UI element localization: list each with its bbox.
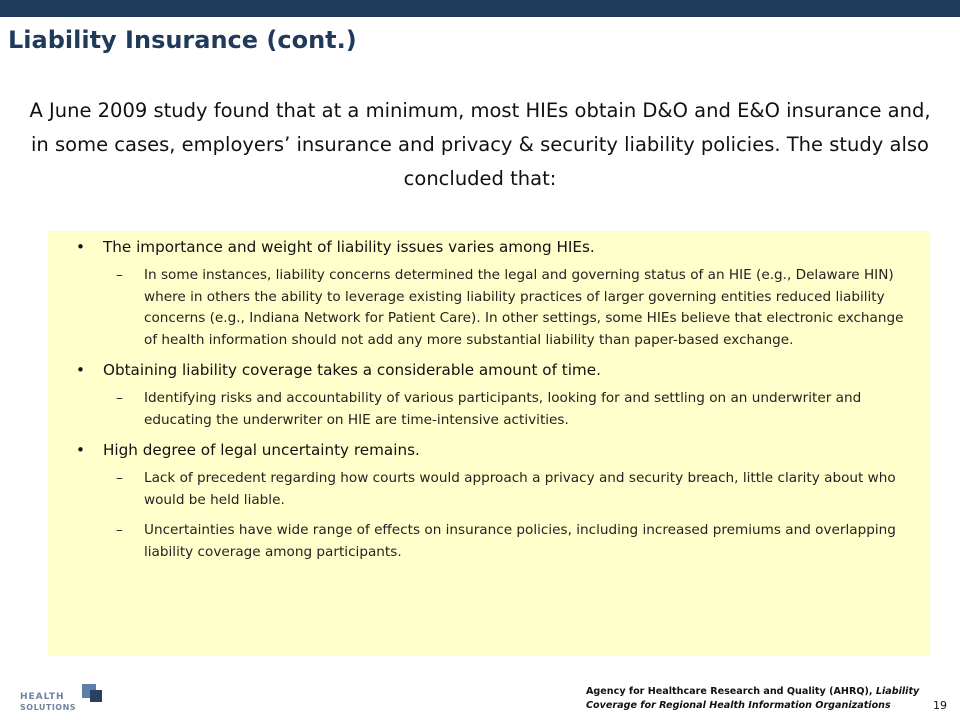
logo-square-dark bbox=[90, 690, 102, 702]
finding-detail bbox=[103, 265, 908, 351]
finding-text: High degree of legal uncertainty remains. bbox=[103, 441, 420, 459]
finding-text: Obtaining liability coverage takes a considerable amount of time. bbox=[103, 361, 601, 379]
finding-detail-text: In some instances, liability concerns determined the legal and governing status of an HIE (e.g., Delaware HIN) where in others the ability to leverage existing liability practices of larger governing entities reduced liability concerns (e.g., Indiana Network for Patient Care). In other settings, some HIEs believe that electronic exchange of health information should not add any more substantial liability than paper-based exchange. bbox=[144, 267, 904, 348]
page-number: 19 bbox=[933, 699, 947, 712]
finding-item bbox=[76, 440, 908, 563]
bullet-glyph: • bbox=[76, 441, 85, 459]
intro-paragraph: A June 2009 study found that at a minimum, most HIEs obtain D&O and E&O insurance and, in some cases, employers’ insurance and privacy & security liability policies. The study also concluded that: bbox=[29, 99, 931, 190]
dash-glyph: – bbox=[116, 267, 123, 283]
finding-text: The importance and weight of liability issues varies among HIEs. bbox=[103, 238, 595, 256]
logo-text-health: HEALTH bbox=[20, 692, 65, 702]
dash-glyph: – bbox=[116, 470, 123, 486]
citation-title: Liability Coverage for Regional Health Information Organizations bbox=[586, 686, 920, 711]
health-solutions-logo bbox=[20, 682, 110, 714]
top-bar bbox=[0, 0, 960, 17]
findings-list bbox=[76, 237, 908, 563]
finding-detail bbox=[103, 388, 908, 431]
bullet-glyph: • bbox=[76, 361, 85, 379]
finding-detail bbox=[103, 520, 908, 563]
citation-agency: Agency for Healthcare Research and Quality (AHRQ), bbox=[586, 686, 876, 697]
logo-text-solutions: SOLUTIONS bbox=[20, 703, 77, 712]
slide-title: Liability Insurance (cont.) bbox=[8, 26, 357, 54]
finding-detail bbox=[103, 468, 908, 511]
source-citation bbox=[586, 685, 926, 713]
bullet-glyph: • bbox=[76, 238, 85, 256]
finding-detail-text: Uncertainties have wide range of effects on insurance policies, including increased premiums and overlapping liability coverage among participants. bbox=[144, 522, 896, 560]
dash-glyph: – bbox=[116, 390, 123, 406]
dash-glyph: – bbox=[116, 522, 123, 538]
finding-details bbox=[103, 468, 908, 563]
finding-details bbox=[103, 388, 908, 431]
finding-detail-text: Lack of precedent regarding how courts would approach a privacy and security breach, little clarity about who would be held liable. bbox=[144, 470, 896, 508]
finding-detail-text: Identifying risks and accountability of various participants, looking for and settling on an underwriter and educating the underwriter on HIE are time-intensive activities. bbox=[144, 390, 862, 428]
finding-details bbox=[103, 265, 908, 351]
finding-item bbox=[76, 237, 908, 351]
findings-box bbox=[48, 231, 930, 656]
finding-item bbox=[76, 360, 908, 431]
